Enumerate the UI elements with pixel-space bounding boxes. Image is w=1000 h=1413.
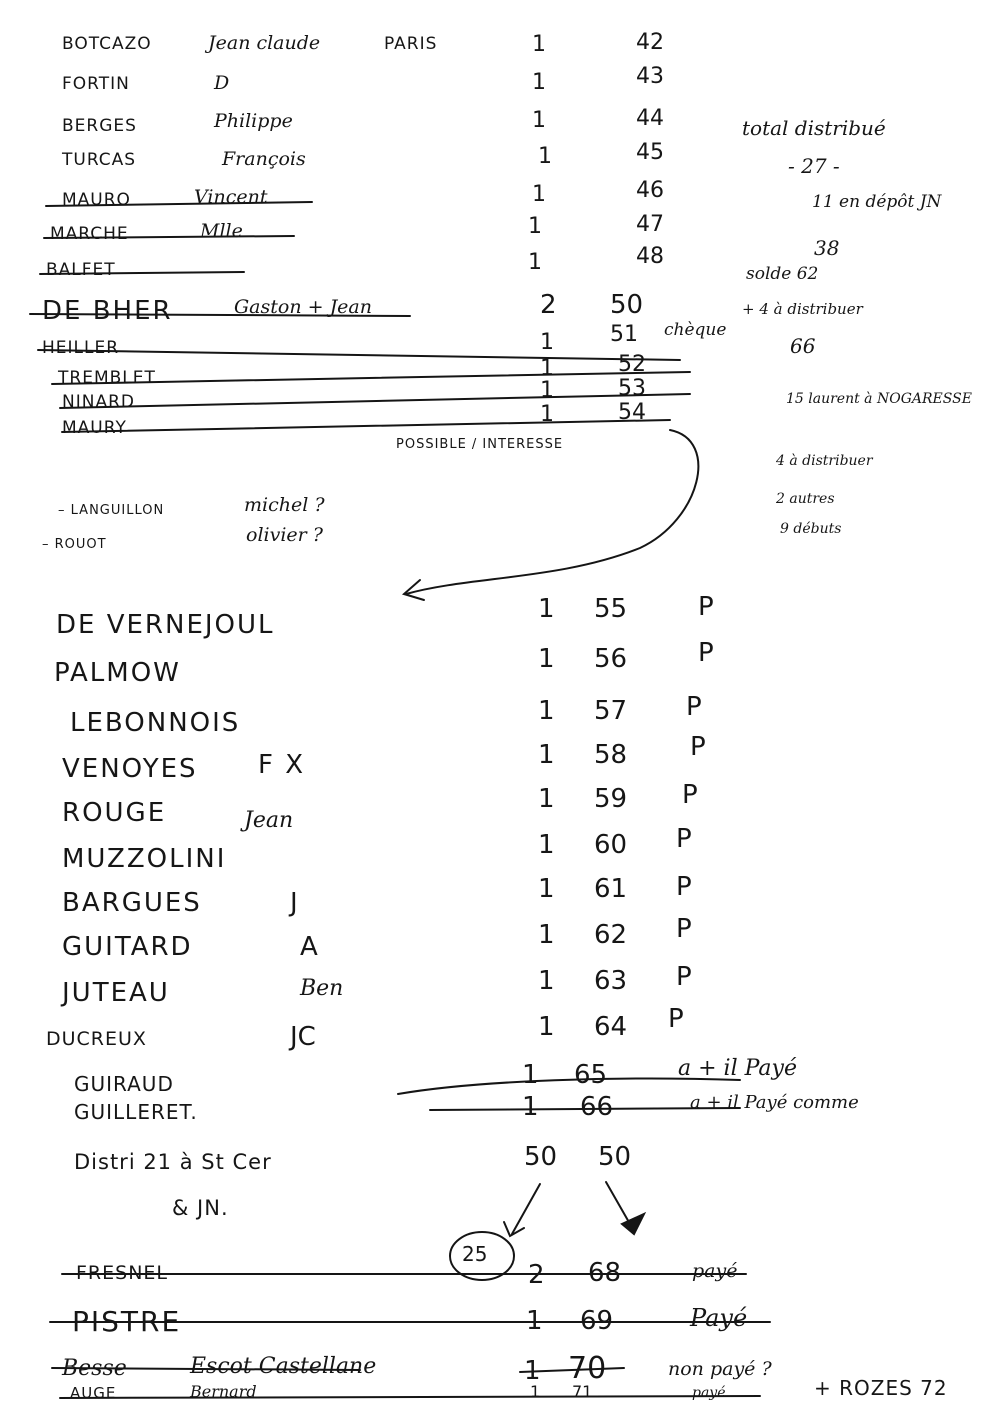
- entry-name: HEILLER: [42, 338, 120, 358]
- separator-stroke: [398, 1079, 740, 1094]
- strike-guilleret: [430, 1108, 740, 1110]
- entry-qty: 1: [528, 250, 542, 275]
- entry-number: 66: [580, 1092, 614, 1122]
- entry-number: 61: [594, 874, 628, 904]
- entry-qty: 1: [522, 1092, 539, 1122]
- entry-qty: 1: [538, 696, 555, 726]
- solde-note: solde 62: [746, 264, 819, 284]
- entry-qty: 1: [526, 1306, 543, 1336]
- entry-name: MAURY: [62, 418, 127, 438]
- entry-name: ROUGE: [62, 798, 167, 828]
- entry-number: 69: [580, 1306, 614, 1336]
- possible-first-name: michel ?: [244, 494, 325, 516]
- entry-first-name: Vincent: [194, 186, 268, 208]
- entry-name: FRESNEL: [76, 1262, 168, 1284]
- entry-name: JUTEAU: [62, 978, 170, 1008]
- entry-number: 65: [574, 1060, 608, 1090]
- entry-number: 58: [594, 740, 628, 770]
- entry-name: BALFET: [46, 260, 116, 280]
- entry-name: TURCAS: [62, 150, 137, 170]
- entry-qty: 1: [538, 594, 555, 624]
- entry-name: BERGES: [62, 116, 137, 136]
- entry-first-name: JC: [290, 1022, 316, 1052]
- circled-value: 25: [462, 1242, 488, 1266]
- entry-qty: 1: [540, 378, 554, 403]
- entry-name: TREMBLET: [58, 368, 156, 388]
- others-note: 2 autres: [776, 491, 835, 507]
- entry-name: BARGUES: [62, 888, 202, 918]
- strike-maury: [62, 420, 670, 432]
- entry-number: 70: [568, 1351, 607, 1386]
- entry-first-name: François: [222, 148, 306, 170]
- entry-qty: 1: [540, 356, 554, 381]
- total-value: - 27 -: [788, 154, 840, 178]
- distribute-note: + 4 à distribuer: [742, 300, 863, 318]
- entry-name: Besse: [62, 1356, 127, 1381]
- entry-first-name: Philippe: [214, 110, 293, 132]
- distribution-right-value: 50: [598, 1142, 632, 1172]
- circle-25: [450, 1232, 514, 1280]
- entry-first-name: Ben: [300, 976, 344, 1001]
- entry-number: 43: [636, 64, 664, 89]
- entry-number: 52: [618, 352, 646, 377]
- strike-mauro: [46, 202, 312, 206]
- depot-note: 11 en dépôt JN: [812, 192, 942, 212]
- entry-number: 56: [594, 644, 628, 674]
- entry-qty: 1: [538, 144, 552, 169]
- entry-name: GUIRAUD: [74, 1072, 174, 1096]
- entry-number: 47: [636, 212, 664, 237]
- entry-first-name: Gaston + Jean: [234, 296, 372, 318]
- distribution-line-2: & JN.: [172, 1196, 229, 1220]
- entry-number: 64: [594, 1012, 628, 1042]
- entry-qty: 1: [532, 182, 546, 207]
- entry-name: LEBONNOIS: [70, 708, 241, 738]
- laurent-note: 15 laurent à NOGARESSE: [786, 391, 972, 407]
- possible-name: – ROUOT: [42, 537, 107, 552]
- entry-name: GUILLERET.: [74, 1100, 198, 1124]
- entry-qty: 1: [538, 920, 555, 950]
- entry-city: PARIS: [384, 34, 438, 54]
- to-distribute-note: 4 à distribuer: [776, 453, 873, 469]
- entry-name: DE BHER: [42, 296, 173, 326]
- entry-number: 60: [594, 830, 628, 860]
- entry-qty: 1: [538, 644, 555, 674]
- entry-number: 54: [618, 400, 646, 425]
- total-label: total distribué: [742, 116, 886, 140]
- strike-balfet: [40, 272, 244, 274]
- strike-besse: [52, 1368, 360, 1370]
- entry-qty: 1: [532, 108, 546, 133]
- entry-qty: 1: [540, 330, 554, 355]
- strike-auge: [60, 1396, 760, 1398]
- entry-mark: P: [686, 692, 702, 722]
- footer-note: + ROZES 72: [814, 1376, 948, 1400]
- entry-note: Payé: [690, 1304, 748, 1332]
- entry-qty: 1: [540, 402, 554, 427]
- sum-value: 38: [814, 236, 840, 260]
- entry-name: BOTCAZO: [62, 34, 152, 54]
- entry-first-name: Jean: [244, 808, 294, 833]
- entry-qty: 1: [538, 830, 555, 860]
- arrow-to-list: [406, 430, 698, 594]
- strike-tremblet: [52, 372, 690, 384]
- entry-qty: 1: [538, 966, 555, 996]
- possible-first-name: olivier ?: [246, 524, 323, 546]
- entry-qty: 2: [528, 1260, 545, 1290]
- strike-seventy: [520, 1368, 624, 1372]
- entry-first-name: D: [214, 72, 230, 94]
- strike-marche: [44, 236, 294, 238]
- strike-heiller: [38, 350, 680, 360]
- entry-mark: P: [676, 824, 692, 854]
- entry-name: DE VERNEJOUL: [56, 610, 275, 640]
- entry-qty: 1: [538, 784, 555, 814]
- entry-name: MAURO: [62, 190, 131, 210]
- entry-number: 50: [610, 290, 644, 320]
- entry-mark: P: [698, 592, 714, 622]
- entry-first-name: F X: [258, 750, 306, 780]
- entry-name: AUGE: [70, 1384, 117, 1402]
- entry-mark: P: [676, 872, 692, 902]
- entry-name: PISTRE: [72, 1305, 182, 1338]
- entry-qty: 1: [524, 1356, 541, 1386]
- entry-first-name: Bernard: [190, 1382, 257, 1401]
- entry-number: 42: [636, 30, 664, 55]
- entry-number: 68: [588, 1258, 622, 1288]
- entry-qty: 1: [530, 1382, 541, 1401]
- entry-note: payé: [692, 1385, 726, 1401]
- entry-number: 45: [636, 140, 664, 165]
- entry-name: VENOYES: [62, 754, 198, 784]
- strike-de-bher: [30, 314, 410, 316]
- entry-number: 51: [610, 322, 638, 347]
- entry-name: PALMOW: [54, 658, 181, 688]
- entry-mark: P: [682, 780, 698, 810]
- entry-number: 59: [594, 784, 628, 814]
- arrow-right: [606, 1182, 630, 1224]
- entry-number: 46: [636, 178, 664, 203]
- entry-first-name: J: [290, 888, 298, 918]
- entry-mark: P: [698, 638, 714, 668]
- entry-mark: P: [676, 962, 692, 992]
- entry-mark: P: [668, 1004, 684, 1034]
- entry-qty: 1: [522, 1060, 539, 1090]
- entry-qty: 1: [532, 70, 546, 95]
- entry-mark: a + il Payé comme: [690, 1092, 859, 1113]
- distribution-left-value: 50: [524, 1142, 558, 1172]
- entry-first-name: A: [300, 932, 318, 962]
- entry-qty: 1: [538, 874, 555, 904]
- possible-heading: POSSIBLE / INTERESSE: [396, 437, 564, 452]
- entry-name: GUITARD: [62, 932, 193, 962]
- entry-note: chèque: [664, 320, 727, 340]
- strike-ninard: [60, 394, 690, 408]
- entry-qty: 1: [532, 32, 546, 57]
- entry-mark: P: [690, 732, 706, 762]
- entry-number: 71: [572, 1382, 593, 1401]
- entry-number: 48: [636, 244, 664, 269]
- entry-first-name: Escot Castellane: [190, 1354, 377, 1379]
- entry-name: MARCHE: [50, 224, 129, 244]
- arrow-to-circle: [512, 1184, 540, 1234]
- possible-name: – LANGUILLON: [58, 503, 165, 518]
- entry-qty: 2: [540, 290, 557, 320]
- sum2-value: 66: [790, 334, 816, 358]
- entry-qty: 1: [538, 1012, 555, 1042]
- entry-mark: a + il Payé: [678, 1056, 797, 1081]
- entry-number: 62: [594, 920, 628, 950]
- entry-first-name: Mlle: [200, 220, 243, 242]
- entry-name: FORTIN: [62, 74, 130, 94]
- entry-number: 63: [594, 966, 628, 996]
- entry-number: 44: [636, 106, 664, 131]
- entry-number: 57: [594, 696, 628, 726]
- entry-name: DUCREUX: [46, 1028, 147, 1050]
- entry-number: 53: [618, 376, 646, 401]
- entry-note: non payé ?: [668, 1358, 772, 1380]
- entry-qty: 1: [528, 214, 542, 239]
- entry-note: payé: [692, 1260, 738, 1282]
- entry-first-name: Jean claude: [208, 32, 321, 54]
- entry-number: 55: [594, 594, 628, 624]
- entry-name: NINARD: [62, 392, 135, 412]
- entry-name: MUZZOLINI: [62, 844, 227, 874]
- debuts-note: 9 débuts: [780, 521, 842, 537]
- entry-mark: P: [676, 914, 692, 944]
- entry-qty: 1: [538, 740, 555, 770]
- distribution-line-1: Distri 21 à St Cer: [74, 1150, 272, 1174]
